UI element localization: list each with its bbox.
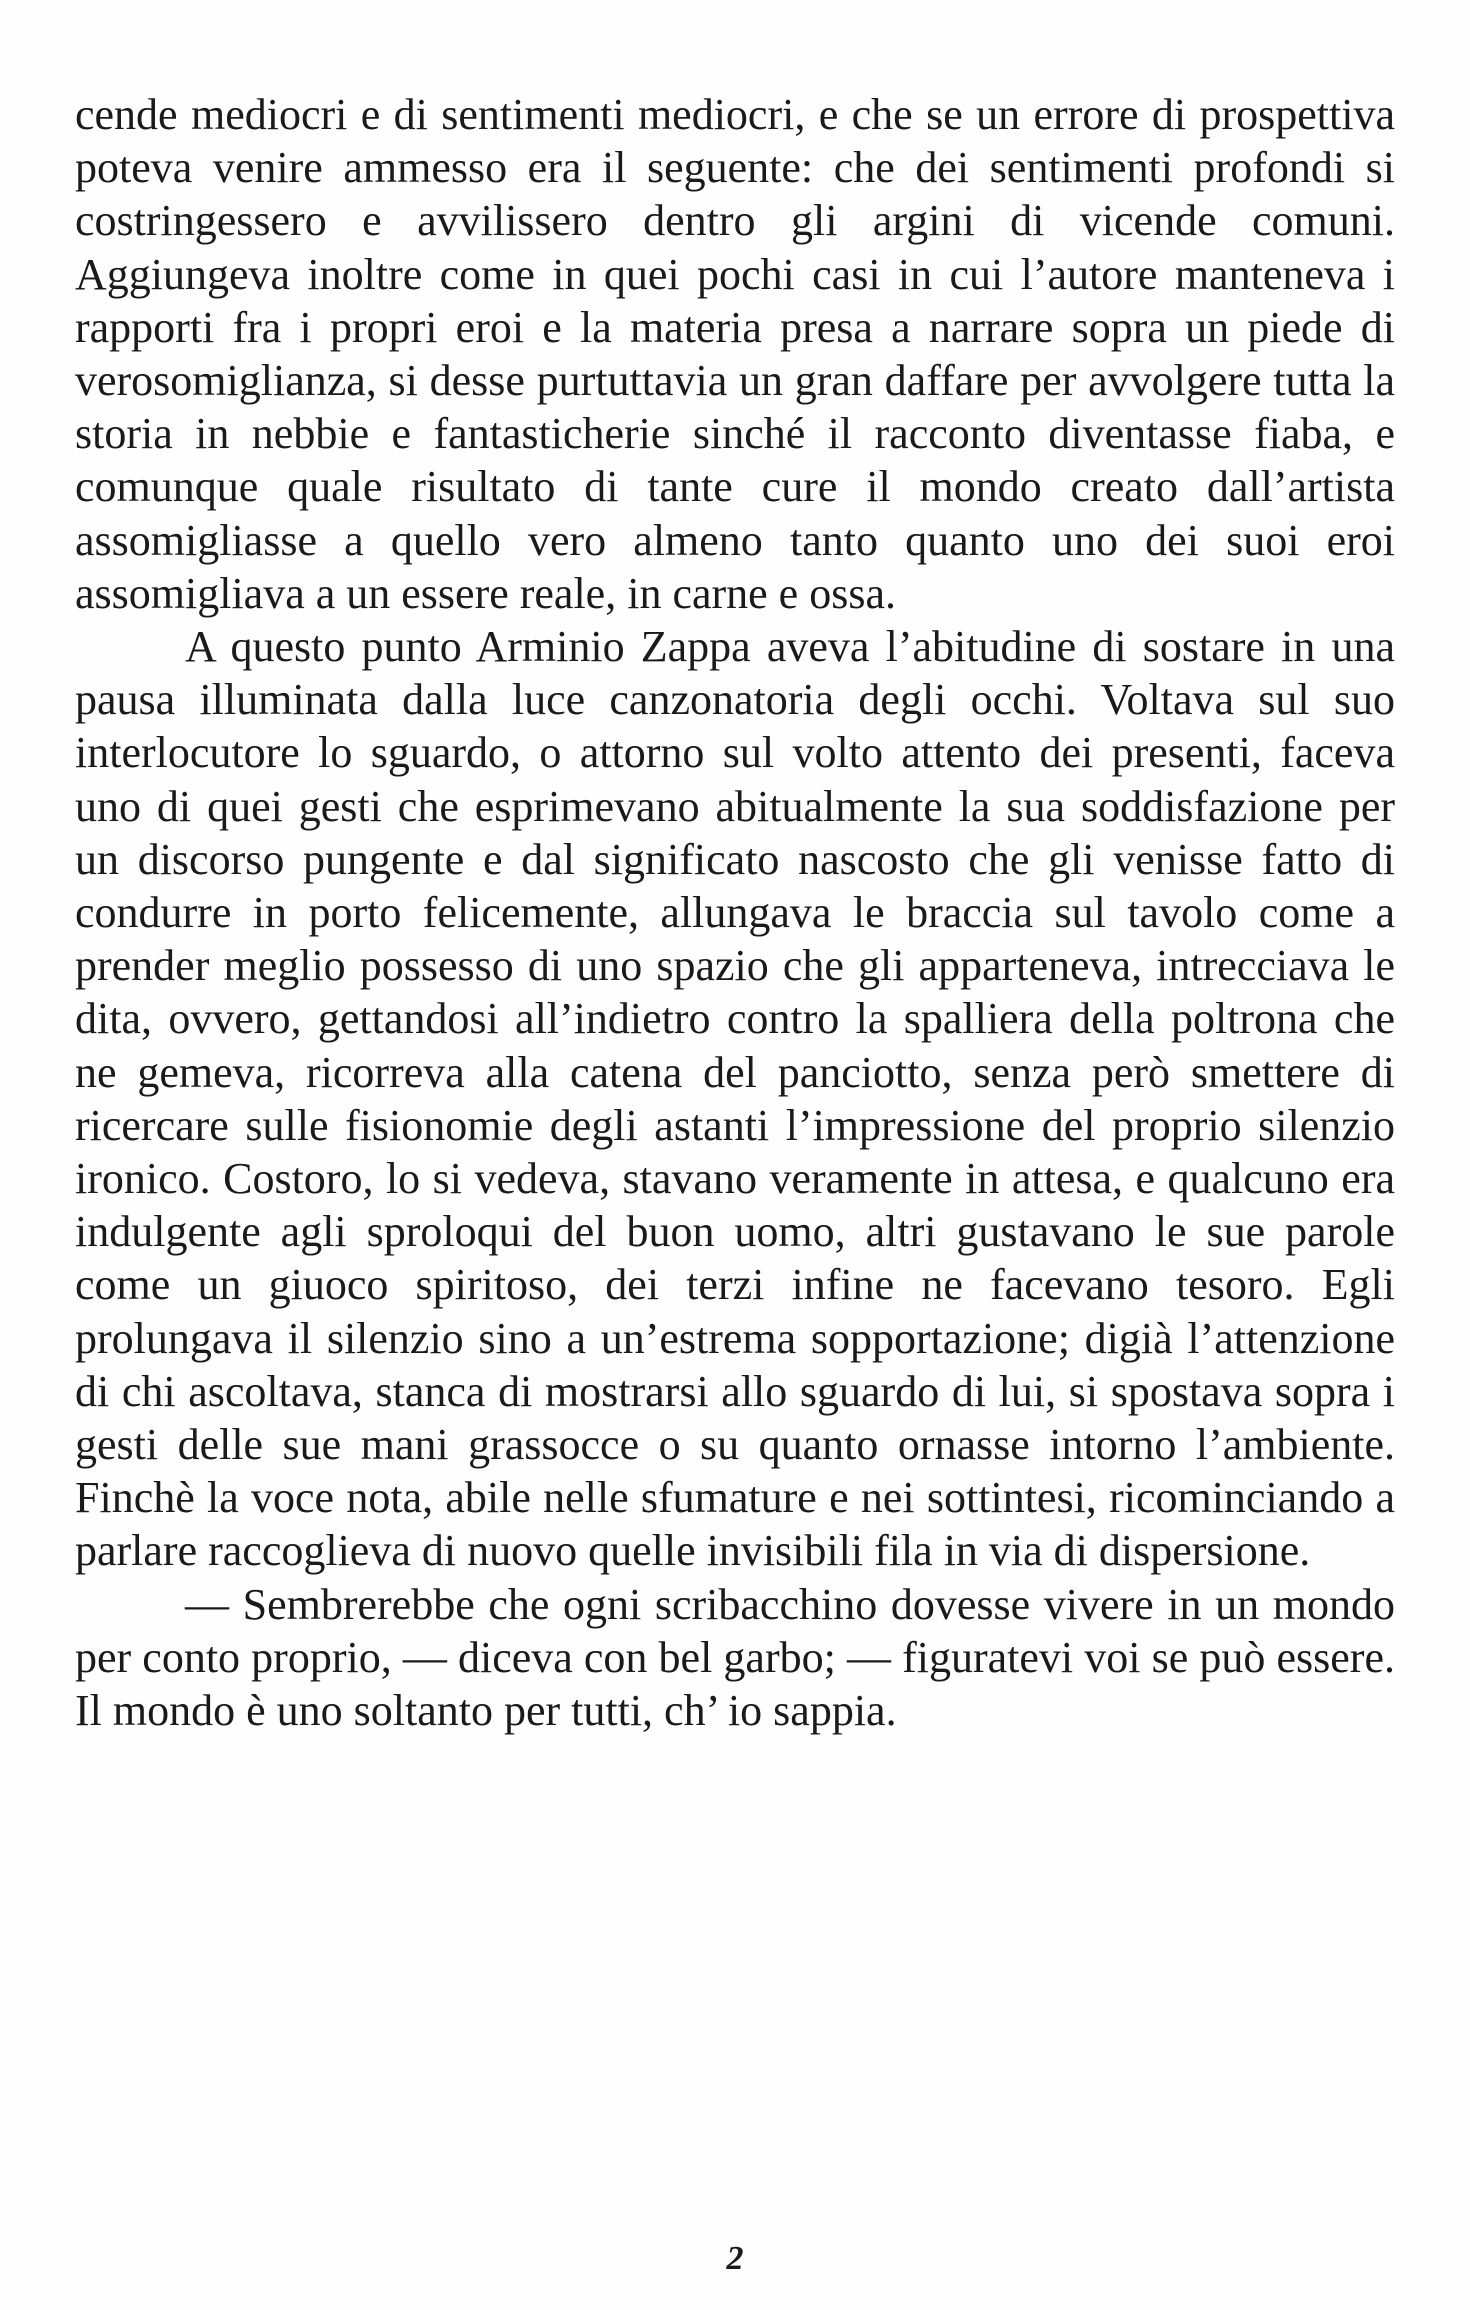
paragraph-continuation: cende mediocri e di sentimenti mediocri, e che se un errore di prospettiva poteva venire ammesso era il seguente: che dei sentimenti profondi si costringessero e avvilissero dentro gli argini di vicende comuni. Aggiungeva inoltre come in quei pochi casi in cui l’autore manteneva i rapporti fra i propri eroi e la materia presa a narrare sopra un piede di verosomiglianza, si desse purtuttavia un gran daffare per avvolgere tutta la storia in nebbie e fantasticherie sinché il racconto diventasse fiaba, e comunque quale risultato di tante cure il mondo creato dall’artista assomigliasse a quello vero almeno tanto quanto uno dei suoi eroi assomigliava a un essere reale, in carne e ossa.	[75, 90, 1395, 618]
paragraph-arminio-zappa: A questo punto Arminio Zappa aveva l’abitudine di sostare in una pausa illuminata dalla luce canzonatoria degli occhi. Voltava sul suo interlocutore lo sguardo, o attorno sul volto attento dei presenti, faceva uno di quei gesti che esprimevano abitualmente la sua soddisfazione per un discorso pungente e dal significato nascosto che gli venisse fatto di condurre in porto felicemente, allungava le braccia sul tavolo come a prender meglio possesso di uno spazio che gli apparteneva, intrecciava le dita, ovvero, gettandosi all’indietro contro la spalliera della poltrona che ne gemeva, ricorreva alla catena del panciotto, senza però smettere di ricercare sulle fisionomie degli astanti l’impressione del proprio silenzio ironico. Costoro, lo si vedeva, stavano veramente in attesa, e qualcuno era indulgente agli sproloqui del buon uomo, altri gustavano le sue parole come un giuoco spiritoso, dei terzi infine ne facevano tesoro. Egli prolungava il silenzio sino a un’estrema sopportazione; digià l’attenzione di chi ascoltava, stanca di mostrarsi allo sguardo di lui, si spostava sopra i gesti delle sue mani grassocce o su quanto ornasse intorno l’ambiente. Finchè la voce nota, abile nelle sfumature e nei sottintesi, ricominciando a parlare raccoglieva di nuovo quelle invisibili fila in via di dispersione.	[75, 622, 1395, 1576]
paragraph-dialogue: — Sembrerebbe che ogni scribacchino dovesse vivere in un mondo per conto proprio, — diceva con bel garbo; — figuratevi voi se può essere. Il mondo è uno soltanto per tutti, ch’ io sappia.	[75, 1579, 1395, 1736]
page-number: 2	[726, 2240, 744, 2277]
body-text	[75, 88, 1395, 1737]
